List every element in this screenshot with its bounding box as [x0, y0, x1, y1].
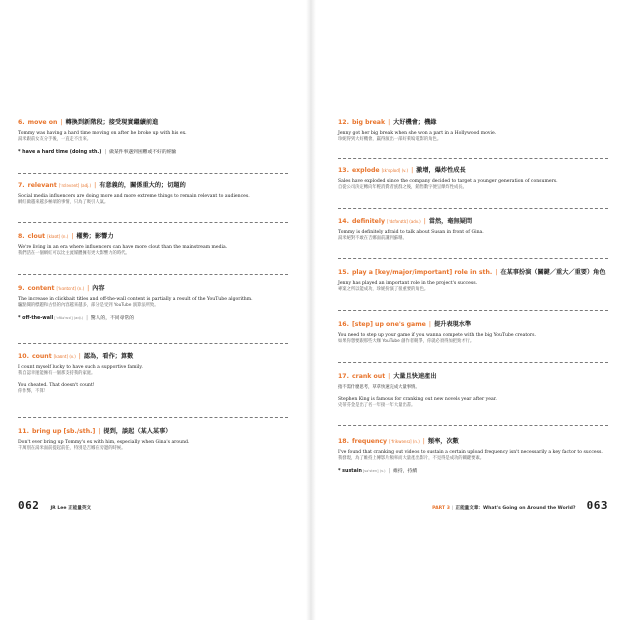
entry-term: explode	[351, 167, 380, 174]
example-translation: 我發現，為了維持上傳影片頻率而大量產出影片，不見得是成功的關鍵要素。	[338, 456, 485, 461]
entry-heading	[338, 372, 608, 381]
running-title: 正能量文章：What's Going on Around the World?	[455, 506, 576, 511]
entry-heading	[338, 217, 608, 226]
entry-phonetic: [ɪkˈsplod] (v.)	[381, 168, 409, 173]
entry-heading	[18, 118, 288, 127]
entry-number: 11.	[18, 428, 29, 435]
example-translation: 我們活在一個網紅可以比主流媒體擁有更大影響力的時代。	[18, 251, 130, 256]
divider-bar: |	[87, 285, 90, 292]
entry-heading	[18, 181, 288, 190]
page-number: 062	[18, 499, 40, 512]
divider-bar: |	[428, 321, 431, 328]
note-phonetic: [ˈɔfðəˈwɔl] (adj.)	[54, 316, 84, 320]
entry-term: big break	[351, 119, 386, 126]
entry-term: crank out	[351, 373, 386, 380]
example-translation: 騙點閱的標題和古怪的內容越來越多，部分是受到 YouTube 演算法所致。	[18, 303, 159, 308]
divider-bar: |	[422, 438, 425, 445]
page-gutter	[306, 0, 316, 620]
vocab-entry-7	[18, 181, 288, 206]
entry-heading	[338, 166, 608, 175]
entry-meaning: 大好機會；機緣	[393, 119, 437, 126]
dashed-separator	[18, 222, 288, 223]
entry-meaning: 內容	[92, 285, 105, 292]
example-translation: 網紅做越來越多極端的事情，只為了吸引人氣。	[18, 200, 109, 205]
entry-meaning: 在某事扮演（關鍵／重大／重要）角色	[500, 269, 606, 276]
divider-bar: |	[86, 316, 88, 321]
dashed-separator	[338, 158, 608, 159]
vocab-entry-16	[338, 320, 608, 345]
note-term: * off-the-wall	[18, 316, 54, 321]
example-sentence: Jenny got her big break when she won a part in a Hollywood movie.	[338, 131, 497, 136]
divider-bar: |	[60, 119, 63, 126]
entry-heading	[338, 118, 608, 127]
vocab-entry-9	[18, 284, 288, 322]
entry-term: [step] up one's game	[351, 321, 426, 328]
entry-number: 6.	[18, 119, 25, 126]
entry-meaning: 提到，談起（某人某事）	[103, 428, 172, 435]
vocab-entry-6	[18, 118, 288, 156]
divider-bar: |	[423, 218, 426, 225]
example-sentence: Don't ever bring up Tommy's ex with him, especially when Gina's around.	[18, 440, 190, 445]
entry-number: 9.	[18, 285, 25, 292]
example-sentence: We're living in an era where influencers can have more clout than the mainstream media.	[18, 245, 228, 250]
note-meaning: 驚人的，不同尋常的	[90, 316, 134, 321]
divider-bar: |	[78, 353, 81, 360]
entry-heading	[18, 232, 288, 241]
entry-number: 18.	[338, 438, 349, 445]
entry-note	[18, 149, 288, 156]
entry-heading	[18, 352, 288, 361]
divider-bar: |	[388, 373, 391, 380]
divider-bar: |	[71, 233, 74, 240]
divider-bar: |	[388, 469, 391, 474]
example-sentence: Tommy was having a hard time moving on after he broke up with his ex.	[18, 131, 187, 136]
example-translation: 我自認幸運能擁有一個那支持我的家庭。	[18, 371, 96, 376]
note-meaning: 維持，持續	[393, 469, 418, 474]
dashed-separator	[18, 417, 288, 418]
note-term: * have a hard time (doing sth.)	[18, 150, 102, 155]
example-translation: 珍妮得到大好機會，贏得演出一部好萊塢電影的角色。	[338, 137, 442, 142]
divider-bar: |	[94, 182, 97, 189]
entry-term: content	[27, 285, 55, 292]
example-sentence: You cheated. That doesn't count!	[18, 383, 95, 388]
vocab-entry-13	[338, 166, 608, 191]
entry-meaning: 頻率，次數	[427, 438, 459, 445]
vocab-entry-17	[338, 372, 608, 409]
note-meaning: 做某件事遇到困難或不好的經驗	[109, 150, 177, 155]
vocab-entry-11	[18, 427, 288, 452]
dashed-separator	[18, 173, 288, 174]
entry-phonetic: [ˈkɑntɛnt] (n.)	[56, 286, 85, 291]
note-phonetic: [səˈsten] (v.)	[362, 469, 386, 473]
dashed-separator	[18, 343, 288, 344]
example-sentence: Sales have exploded since the company decided to target a younger generation of consumers.	[338, 179, 558, 184]
entry-term: clout	[27, 233, 46, 240]
entry-phonetic: [kaʊnt] (v.)	[53, 354, 76, 359]
vocab-entry-14	[338, 217, 608, 242]
entry-term: move on	[27, 119, 58, 126]
vocab-entry-10	[18, 352, 288, 395]
entry-phonetic: [ˈrɛləvənt] (adj.)	[58, 183, 92, 188]
example-translation: 湯米跟前女友分手後，一直走不出來。	[18, 137, 92, 142]
entry-meaning: 轉換到新階段；接受現實繼續前進	[65, 119, 159, 126]
entry-term: relevant	[27, 182, 57, 189]
dashed-separator	[338, 258, 608, 259]
example-sentence: Tommy is definitely afraid to talk about Susan in front of Gina.	[338, 230, 484, 235]
example-sentence: The increase in clickbait titles and off-the-wall content is partially a result of the YouTube algorithm.	[18, 297, 253, 302]
entry-heading	[338, 437, 608, 446]
entry-term: play a [key/major/important] role in sth.	[351, 269, 493, 276]
entry-heading	[338, 268, 608, 277]
entry-meaning: 激增，爆炸性成長	[416, 167, 466, 174]
divider-bar: |	[411, 167, 414, 174]
entry-note	[18, 315, 288, 322]
entry-term: count	[31, 353, 52, 360]
vocab-entry-8	[18, 232, 288, 257]
entry-number: 10.	[18, 353, 29, 360]
entry-term: frequency	[351, 438, 388, 445]
example-sentence: Social media influencers are doing more and more extreme things to remain relevant to audiences.	[18, 194, 250, 199]
usage-note: 指不需什麼思考，草草快速完成大量事情。	[338, 385, 420, 390]
dashed-separator	[338, 362, 608, 363]
entry-meaning: 有意義的，關係重大的；切題的	[99, 182, 186, 189]
example-translation: 如果你想要跟那些大咖 YouTube 創作者競爭，你就必須得加把勁才行。	[338, 339, 475, 344]
divider-bar: |	[104, 150, 107, 155]
example-translation: 專案之所以能成功，珍妮扮演了很重要的角色。	[338, 287, 429, 292]
vocab-entry-15	[338, 268, 608, 293]
entry-phonetic: [ˈfrikwənsɪ] (n.)	[389, 439, 420, 444]
entry-number: 15.	[338, 269, 349, 276]
example-sentence: Stephen King is famous for cranking out new novels year after year.	[338, 397, 497, 402]
entry-number: 12.	[338, 119, 349, 126]
entry-meaning: 提升表現水準	[433, 321, 472, 328]
entry-meaning: 認為，看作；算數	[83, 353, 134, 360]
part-label: PART 3	[432, 506, 450, 511]
entry-term: bring up [sb./sth.]	[31, 428, 96, 435]
example-sentence: I count myself lucky to have such a supportive family.	[18, 365, 143, 370]
divider-bar: |	[495, 269, 498, 276]
dashed-separator	[18, 274, 288, 275]
entry-heading	[18, 284, 288, 293]
entry-heading	[338, 320, 608, 329]
entry-meaning: 大量且快速產出	[393, 373, 437, 380]
page-number: 063	[586, 499, 608, 512]
divider-bar: |	[451, 506, 454, 511]
vocab-entry-18	[338, 437, 608, 475]
entry-phonetic: [klaʊt] (n.)	[47, 234, 69, 239]
entry-number: 7.	[18, 182, 25, 189]
entry-meaning: 權勢；影響力	[76, 233, 114, 240]
example-sentence: You need to step up your game if you wanna compete with the big YouTube creators.	[338, 333, 536, 338]
dashed-separator	[338, 310, 608, 311]
running-title: JR Lee 正能量英文	[50, 506, 92, 511]
example-sentence: I've found that cranking out videos to sustain a certain upload frequency isn't necessarily a key factor to success.	[338, 450, 603, 455]
entry-heading	[18, 427, 288, 436]
example-translation: 千萬別在湯米面前提起前任，特別是吉娜在旁邊的時候。	[18, 446, 126, 451]
example-translation: 史蒂芬金是出了名一年接一年大量出書。	[338, 403, 416, 408]
entry-number: 14.	[338, 218, 349, 225]
dashed-separator	[338, 425, 608, 426]
dashed-separator	[338, 208, 608, 209]
divider-bar: |	[388, 119, 391, 126]
entry-phonetic: [ˈdɛfənɪtlɪ] (adv.)	[387, 219, 421, 224]
example-translation: 自從公司決定轉向年輕消費者族群之後，銷售數字便呈爆炸性成長。	[338, 185, 467, 190]
note-term: * sustain	[338, 469, 362, 474]
entry-number: 16.	[338, 321, 349, 328]
example-translation: 湯米絕對不敢在吉娜面前講到蘇珊。	[338, 236, 407, 241]
example-translation: 你作弊，不算！	[18, 389, 49, 394]
entry-number: 8.	[18, 233, 25, 240]
entry-number: 13.	[338, 167, 349, 174]
left-page-footer	[18, 494, 91, 513]
vocab-entry-12	[338, 118, 608, 143]
entry-term: definitely	[351, 218, 386, 225]
entry-number: 17.	[338, 373, 349, 380]
right-page-footer	[432, 494, 608, 513]
example-sentence: Jenny has played an important role in the project's success.	[338, 281, 478, 286]
entry-note	[338, 468, 608, 475]
divider-bar: |	[98, 428, 101, 435]
entry-meaning: 當然，毫無疑問	[428, 218, 473, 225]
